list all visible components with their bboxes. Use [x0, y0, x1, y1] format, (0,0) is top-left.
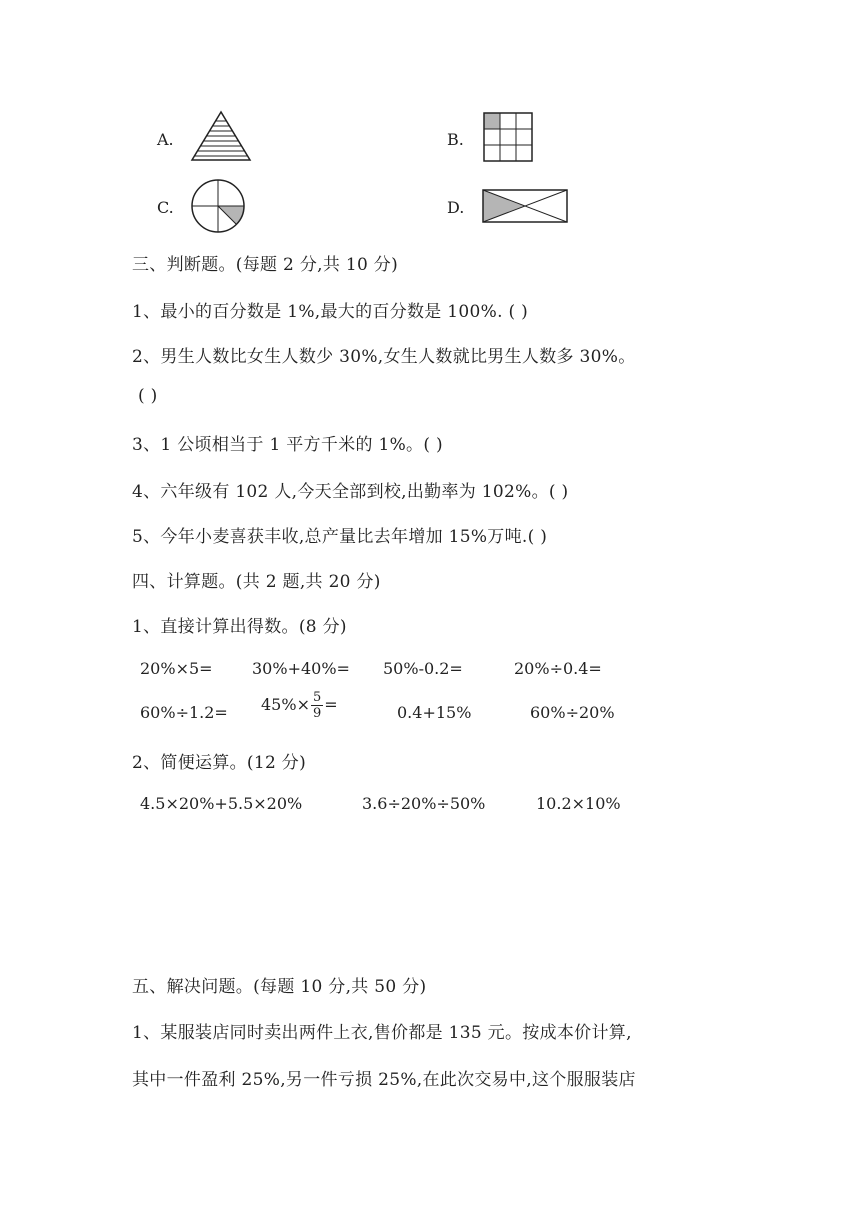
calc-expression: 60%÷1.2=: [140, 703, 228, 722]
question-item: 3、1 公顷相当于 1 平方千米的 1%。( ): [132, 435, 443, 455]
calc-expression: 20%÷0.4=: [514, 659, 602, 678]
question-item: 5、今年小麦喜获丰收,总产量比去年增加 15%万吨.( ): [132, 527, 548, 547]
fraction-numerator: 5: [312, 690, 322, 705]
question-heading: 2、简便运算。(12 分): [132, 753, 307, 773]
answer-blank: ( ): [138, 386, 158, 406]
question-item: 4、六年级有 102 人,今天全部到校,出勤率为 102%。( ): [132, 482, 569, 502]
question-heading: 1、直接计算出得数。(8 分): [132, 617, 347, 637]
calc-expression: 50%-0.2=: [383, 659, 463, 678]
fraction-denominator: 9: [312, 706, 322, 721]
calc-expression: 3.6÷20%÷50%: [362, 794, 486, 813]
calc-expression-fraction: [261, 690, 338, 721]
choice-b-label: B.: [447, 130, 464, 149]
calc-expression: 60%÷20%: [530, 703, 615, 722]
choice-a-label: A.: [157, 130, 174, 149]
striped-triangle-icon: [190, 110, 252, 162]
question-item: 1、最小的百分数是 1%,最大的百分数是 100%. ( ): [132, 302, 529, 322]
calc-expression: 10.2×10%: [536, 794, 621, 813]
question-item: 2、男生人数比女生人数少 30%,女生人数就比男生人数多 30%。: [132, 347, 636, 367]
calc-expression: 0.4+15%: [397, 703, 472, 722]
calc-prefix: 45%×: [261, 695, 310, 714]
section-3-title: 三、判断题。(每题 2 分,共 10 分): [132, 255, 399, 275]
calc-expression: 30%+40%=: [252, 659, 350, 678]
choice-d-label: D.: [447, 198, 465, 217]
section-5-title: 五、解决问题。(每题 10 分,共 50 分): [132, 977, 427, 997]
fraction: [311, 690, 323, 721]
calc-expression: 20%×5=: [140, 659, 213, 678]
circle-eighth-shaded-icon: [190, 178, 246, 234]
question-item: 1、某服装店同时卖出两件上衣,售价都是 135 元。按成本价计算,: [132, 1023, 632, 1043]
calc-suffix: =: [324, 695, 338, 714]
rectangle-triangle-shaded-icon: [481, 188, 569, 224]
grid-3x3-one-shaded-icon: [483, 112, 533, 162]
calc-expression: 4.5×20%+5.5×20%: [140, 794, 303, 813]
section-4-title: 四、计算题。(共 2 题,共 20 分): [132, 572, 381, 592]
choice-c-label: C.: [157, 198, 174, 217]
question-item: 其中一件盈利 25%,另一件亏损 25%,在此次交易中,这个服服装店: [132, 1070, 636, 1090]
